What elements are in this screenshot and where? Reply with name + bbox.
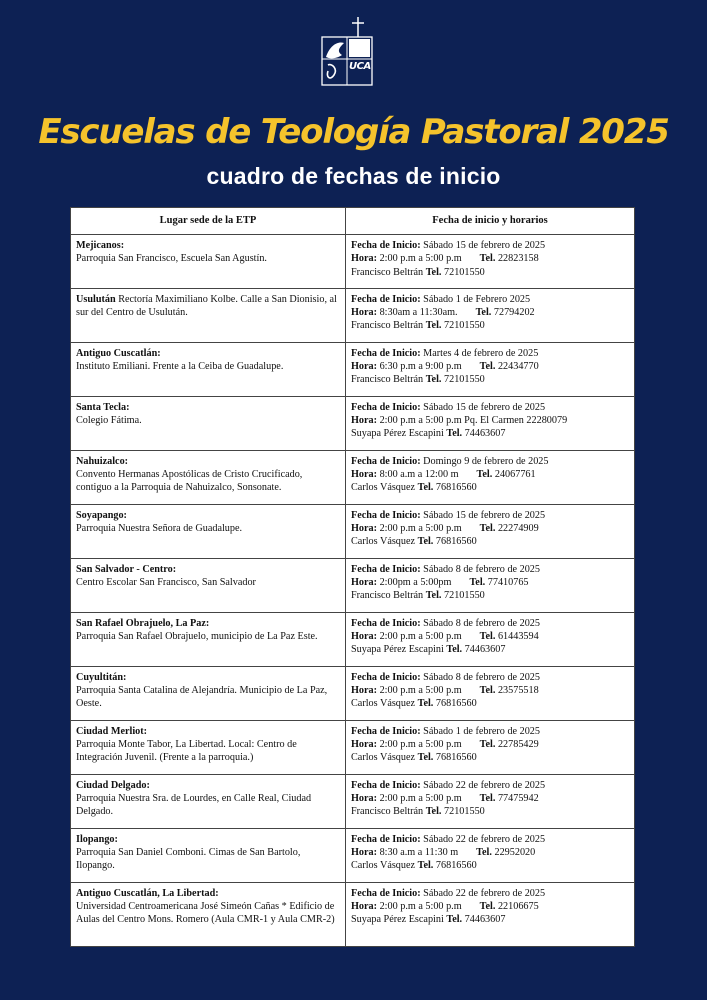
contact-line	[351, 859, 628, 872]
location-cell	[71, 288, 346, 342]
contact-name: Carlos Vásquez	[351, 752, 416, 764]
start-date-value: Sábado 22 de febrero de 2025	[423, 779, 546, 791]
contact-name: Francisco Beltrán	[351, 266, 424, 278]
time-tel-value: 22106675	[497, 901, 539, 913]
contact-tel-value: 74463607	[464, 644, 506, 656]
location-address: Parroquia Monte Tabor, La Libertad. Local: Centro de Integración Juvenil. (Frente a la parroquia.)	[76, 739, 297, 764]
contact-tel-value: 76816560	[435, 482, 477, 494]
location-cell	[71, 342, 346, 396]
location-cell	[71, 612, 346, 666]
table-row	[71, 828, 635, 882]
location-address: Convento Hermanas Apostólicas de Cristo Crucificado, contiguo a la Parroquia de Nahuizalco, Sonsonate.	[76, 469, 303, 494]
start-date-label: Fecha de Inicio:	[351, 455, 421, 467]
contact-name: Francisco Beltrán	[351, 806, 424, 818]
location-name: Nahuizalco:	[76, 455, 129, 467]
time-line	[351, 900, 628, 913]
location-name: Antiguo Cuscatlán, La Libertad:	[76, 887, 219, 899]
start-date-value: Sábado 1 de Febrero 2025	[423, 293, 531, 305]
time-value: 2:00 p.m a 5:00 p.m	[379, 253, 462, 265]
schedule-cell	[346, 612, 635, 666]
location-cell	[71, 774, 346, 828]
schedule-cell	[346, 450, 635, 504]
location-name: Ilopango:	[76, 833, 118, 845]
start-date-label: Fecha de Inicio:	[351, 671, 421, 683]
logo-text: UCA	[349, 61, 371, 72]
location-address: Instituto Emiliani. Frente a la Ceiba de Guadalupe.	[76, 361, 284, 373]
time-line	[351, 360, 628, 373]
schedule-cell	[346, 288, 635, 342]
table-row	[71, 342, 635, 396]
time-tel-value: 22785429	[497, 739, 539, 751]
time-tel-label: Tel.	[479, 631, 496, 643]
contact-tel-value: 74463607	[464, 914, 506, 926]
schedule-cell	[346, 235, 635, 289]
contact-line	[351, 697, 628, 710]
start-date-line	[351, 671, 628, 684]
table-row	[71, 450, 635, 504]
location-cell	[71, 828, 346, 882]
contact-line	[351, 266, 628, 279]
table-row	[71, 720, 635, 774]
time-tel-value: 77475942	[497, 793, 539, 805]
contact-tel-label: Tel.	[425, 320, 442, 332]
start-date-label: Fecha de Inicio:	[351, 401, 421, 413]
contact-line	[351, 427, 628, 440]
start-date-value: Sábado 15 de febrero de 2025	[423, 401, 546, 413]
contact-line	[351, 751, 628, 764]
schedule-cell	[346, 504, 635, 558]
start-date-line	[351, 617, 628, 630]
start-date-line	[351, 563, 628, 576]
contact-tel-value: 76816560	[435, 860, 477, 872]
contact-name: Carlos Vásquez	[351, 482, 416, 494]
time-tel-label: Tel.	[476, 469, 493, 481]
time-line	[351, 414, 628, 427]
location-cell	[71, 504, 346, 558]
start-date-line	[351, 401, 628, 414]
contact-tel-label: Tel.	[425, 590, 442, 602]
location-name: Mejicanos:	[76, 240, 125, 251]
uca-logo	[320, 15, 376, 87]
time-tel-value: 22274909	[497, 523, 539, 535]
contact-line	[351, 643, 628, 656]
start-date-value: Sábado 22 de febrero de 2025	[423, 887, 546, 899]
time-line	[351, 468, 628, 481]
location-address: Parroquia Nuestra Señora de Guadalupe.	[76, 523, 243, 535]
time-value: 8:30am a 11:30am.	[379, 307, 458, 319]
time-tel-value: 22952020	[494, 847, 536, 859]
start-date-value: Sábado 1 de febrero de 2025	[423, 725, 540, 737]
uca-cross-logo-icon	[320, 15, 376, 87]
start-date-line	[351, 887, 628, 900]
start-date-label: Fecha de Inicio:	[351, 617, 421, 629]
time-tel-value: 22434770	[497, 361, 539, 373]
start-date-value: Martes 4 de febrero de 2025	[423, 347, 539, 359]
contact-tel-value: 72101550	[444, 806, 485, 818]
schedule-cell	[346, 774, 635, 828]
table-body	[71, 235, 635, 947]
time-label: Hora:	[351, 307, 378, 319]
schedule-cell	[346, 720, 635, 774]
contact-tel-value: 72101550	[444, 374, 485, 386]
table-row	[71, 235, 635, 289]
header-location: Lugar sede de la ETP	[71, 208, 346, 235]
time-line	[351, 576, 628, 589]
start-date-line	[351, 293, 628, 306]
contact-tel-label: Tel.	[417, 752, 434, 764]
time-line	[351, 522, 628, 535]
contact-line	[351, 589, 628, 602]
start-date-value: Sábado 8 de febrero de 2025	[423, 617, 540, 629]
location-address: Parroquia San Daniel Comboni. Cimas de San Bartolo, Ilopango.	[76, 847, 301, 872]
schedule-table	[70, 207, 635, 947]
table-row	[71, 558, 635, 612]
time-tel-label: Tel.	[479, 739, 496, 751]
time-label: Hora:	[351, 415, 378, 427]
time-tel-label: Tel.	[479, 901, 496, 913]
table-row	[71, 288, 635, 342]
schedule-cell	[346, 828, 635, 882]
contact-name: Suyapa Pérez Escapini	[351, 914, 444, 926]
start-date-line	[351, 455, 628, 468]
time-value: 2:00 p.m a 5:00 p.m	[379, 685, 462, 697]
contact-line	[351, 535, 628, 548]
table-row	[71, 504, 635, 558]
time-tel-label: Tel.	[479, 253, 496, 265]
schedule-cell	[346, 558, 635, 612]
time-line	[351, 792, 628, 805]
start-date-line	[351, 239, 628, 252]
location-cell	[71, 450, 346, 504]
time-label: Hora:	[351, 469, 378, 481]
time-tel-label: Tel.	[469, 577, 486, 589]
location-name: San Rafael Obrajuelo, La Paz:	[76, 617, 210, 629]
location-name: Cuyultitán:	[76, 671, 127, 683]
time-value: 2:00 p.m a 5:00 p.m	[379, 901, 462, 913]
contact-line	[351, 913, 628, 926]
time-value: 2:00 p.m a 5:00 p.m	[379, 793, 462, 805]
location-address: Universidad Centroamericana José Simeón Cañas * Edificio de Aulas del Centro Mons. Romero (Aula CMR-1 y Aula CMR-2)	[76, 901, 335, 926]
location-address: Colegio Fátima.	[76, 415, 142, 427]
schedule-cell	[346, 396, 635, 450]
time-line	[351, 252, 628, 265]
time-line	[351, 684, 628, 697]
contact-tel-label: Tel.	[417, 536, 434, 548]
contact-tel-label: Tel.	[417, 860, 434, 872]
contact-name: Francisco Beltrán	[351, 320, 424, 332]
contact-line	[351, 319, 628, 332]
time-label: Hora:	[351, 253, 378, 265]
start-date-value: Domingo 9 de febrero de 2025	[423, 455, 549, 467]
start-date-value: Sábado 8 de febrero de 2025	[423, 671, 540, 683]
table-row	[71, 774, 635, 828]
start-date-line	[351, 779, 628, 792]
contact-tel-value: 76816560	[435, 698, 477, 710]
page-title: Escuelas de Teología Pastoral 2025	[38, 112, 669, 152]
time-label: Hora:	[351, 361, 378, 373]
time-label: Hora:	[351, 901, 378, 913]
time-label: Hora:	[351, 523, 378, 535]
location-cell	[71, 235, 346, 289]
contact-tel-value: 74463607	[464, 428, 506, 440]
start-date-line	[351, 833, 628, 846]
start-date-label: Fecha de Inicio:	[351, 509, 421, 521]
time-line	[351, 306, 628, 319]
time-label: Hora:	[351, 739, 378, 751]
start-date-line	[351, 509, 628, 522]
location-cell	[71, 558, 346, 612]
contact-tel-label: Tel.	[425, 806, 442, 818]
start-date-line	[351, 347, 628, 360]
start-date-value: Sábado 8 de febrero de 2025	[423, 563, 540, 575]
start-date-value: Sábado 22 de febrero de 2025	[423, 833, 546, 845]
start-date-line	[351, 725, 628, 738]
start-date-label: Fecha de Inicio:	[351, 887, 421, 899]
time-value: 2:00 p.m a 5:00 p.m	[379, 631, 462, 643]
contact-line	[351, 481, 628, 494]
time-value: 6:30 p.m a 9:00 p.m	[379, 361, 462, 373]
time-line	[351, 738, 628, 751]
time-tel-value: 72794202	[493, 307, 535, 319]
contact-tel-label: Tel.	[417, 482, 434, 494]
table-row	[71, 612, 635, 666]
time-value: 2:00pm a 5:00pm	[379, 577, 452, 589]
time-label: Hora:	[351, 577, 378, 589]
time-value: 8:00 a.m a 12:00 m	[379, 469, 459, 481]
location-address: Parroquia Santa Catalina de Alejandría. Municipio de La Paz, Oeste.	[76, 685, 328, 710]
location-name: San Salvador - Centro:	[76, 563, 177, 575]
time-tel-label: Tel.	[479, 523, 496, 535]
location-name: Antiguo Cuscatlán:	[76, 347, 161, 359]
contact-tel-value: 72101550	[444, 320, 485, 332]
schedule-table-container	[70, 207, 635, 947]
contact-tel-value: 76816560	[435, 536, 477, 548]
time-tel-value: 22823158	[497, 253, 539, 265]
time-line	[351, 846, 628, 859]
contact-tel-label: Tel.	[417, 698, 434, 710]
start-date-label: Fecha de Inicio:	[351, 347, 421, 359]
contact-name: Carlos Vásquez	[351, 536, 416, 548]
table-row	[71, 396, 635, 450]
location-cell	[71, 396, 346, 450]
start-date-value: Sábado 15 de febrero de 2025	[423, 509, 546, 521]
time-value: 2:00 p.m a 5:00 p.m Pq. El Carmen 22280079	[379, 415, 568, 427]
location-name: Ciudad Merliot:	[76, 725, 148, 737]
time-tel-label: Tel.	[479, 793, 496, 805]
contact-name: Francisco Beltrán	[351, 374, 424, 386]
header-date-schedule: Fecha de inicio y horarios	[346, 208, 635, 235]
contact-tel-label: Tel.	[446, 428, 463, 440]
start-date-label: Fecha de Inicio:	[351, 240, 421, 251]
location-address: Rectoría Maximiliano Kolbe. Calle a San Dionisio, al sur del Centro de Usulután.	[76, 293, 337, 319]
contact-name: Francisco Beltrán	[351, 590, 424, 602]
contact-line	[351, 805, 628, 818]
contact-tel-label: Tel.	[425, 266, 442, 278]
contact-tel-value: 72101550	[444, 590, 485, 602]
location-cell	[71, 720, 346, 774]
time-label: Hora:	[351, 631, 378, 643]
time-value: 2:00 p.m a 5:00 p.m	[379, 739, 462, 751]
contact-name: Carlos Vásquez	[351, 698, 416, 710]
location-address: Parroquia San Francisco, Escuela San Agustín.	[76, 253, 267, 265]
contact-tel-value: 72101550	[444, 266, 485, 278]
contact-tel-label: Tel.	[446, 914, 463, 926]
time-label: Hora:	[351, 847, 378, 859]
time-value: 2:00 p.m a 5:00 p.m	[379, 523, 462, 535]
contact-tel-value: 76816560	[435, 752, 477, 764]
time-line	[351, 630, 628, 643]
time-tel-value: 23575518	[497, 685, 539, 697]
location-address: Parroquia Nuestra Sra. de Lourdes, en Calle Real, Ciudad Delgado.	[76, 793, 312, 818]
time-tel-value: 77410765	[487, 577, 529, 589]
time-tel-label: Tel.	[475, 307, 492, 319]
start-date-value: Sábado 15 de febrero de 2025	[423, 240, 546, 251]
start-date-label: Fecha de Inicio:	[351, 833, 421, 845]
location-address: Centro Escolar San Francisco, San Salvador	[76, 577, 256, 589]
contact-name: Suyapa Pérez Escapini	[351, 644, 444, 656]
location-name: Soyapango:	[76, 509, 127, 521]
time-label: Hora:	[351, 685, 378, 697]
time-value: 8:30 a.m a 11:30 m	[379, 847, 459, 859]
location-cell	[71, 882, 346, 946]
page-subtitle: cuadro de fechas de inicio	[206, 163, 501, 189]
time-tel-value: 61443594	[497, 631, 539, 643]
start-date-label: Fecha de Inicio:	[351, 563, 421, 575]
time-tel-label: Tel.	[479, 685, 496, 697]
start-date-label: Fecha de Inicio:	[351, 725, 421, 737]
time-tel-label: Tel.	[479, 361, 496, 373]
schedule-cell	[346, 342, 635, 396]
table-row	[71, 882, 635, 946]
table-header-row	[71, 208, 635, 235]
contact-line	[351, 373, 628, 386]
start-date-label: Fecha de Inicio:	[351, 779, 421, 791]
time-tel-value: 24067761	[494, 469, 536, 481]
start-date-label: Fecha de Inicio:	[351, 293, 421, 305]
schedule-cell	[346, 666, 635, 720]
time-label: Hora:	[351, 793, 378, 805]
contact-name: Carlos Vásquez	[351, 860, 416, 872]
time-tel-label: Tel.	[476, 847, 492, 859]
table-row	[71, 666, 635, 720]
contact-tel-label: Tel.	[446, 644, 463, 656]
location-cell	[71, 666, 346, 720]
contact-name: Suyapa Pérez Escapini	[351, 428, 444, 440]
contact-tel-label: Tel.	[425, 374, 442, 386]
schedule-cell	[346, 882, 635, 946]
location-address: Parroquia San Rafael Obrajuelo, municipio de La Paz Este.	[76, 631, 318, 643]
location-name: Usulután	[76, 293, 116, 305]
location-name: Santa Tecla:	[76, 401, 130, 413]
location-name: Ciudad Delgado:	[76, 779, 150, 791]
